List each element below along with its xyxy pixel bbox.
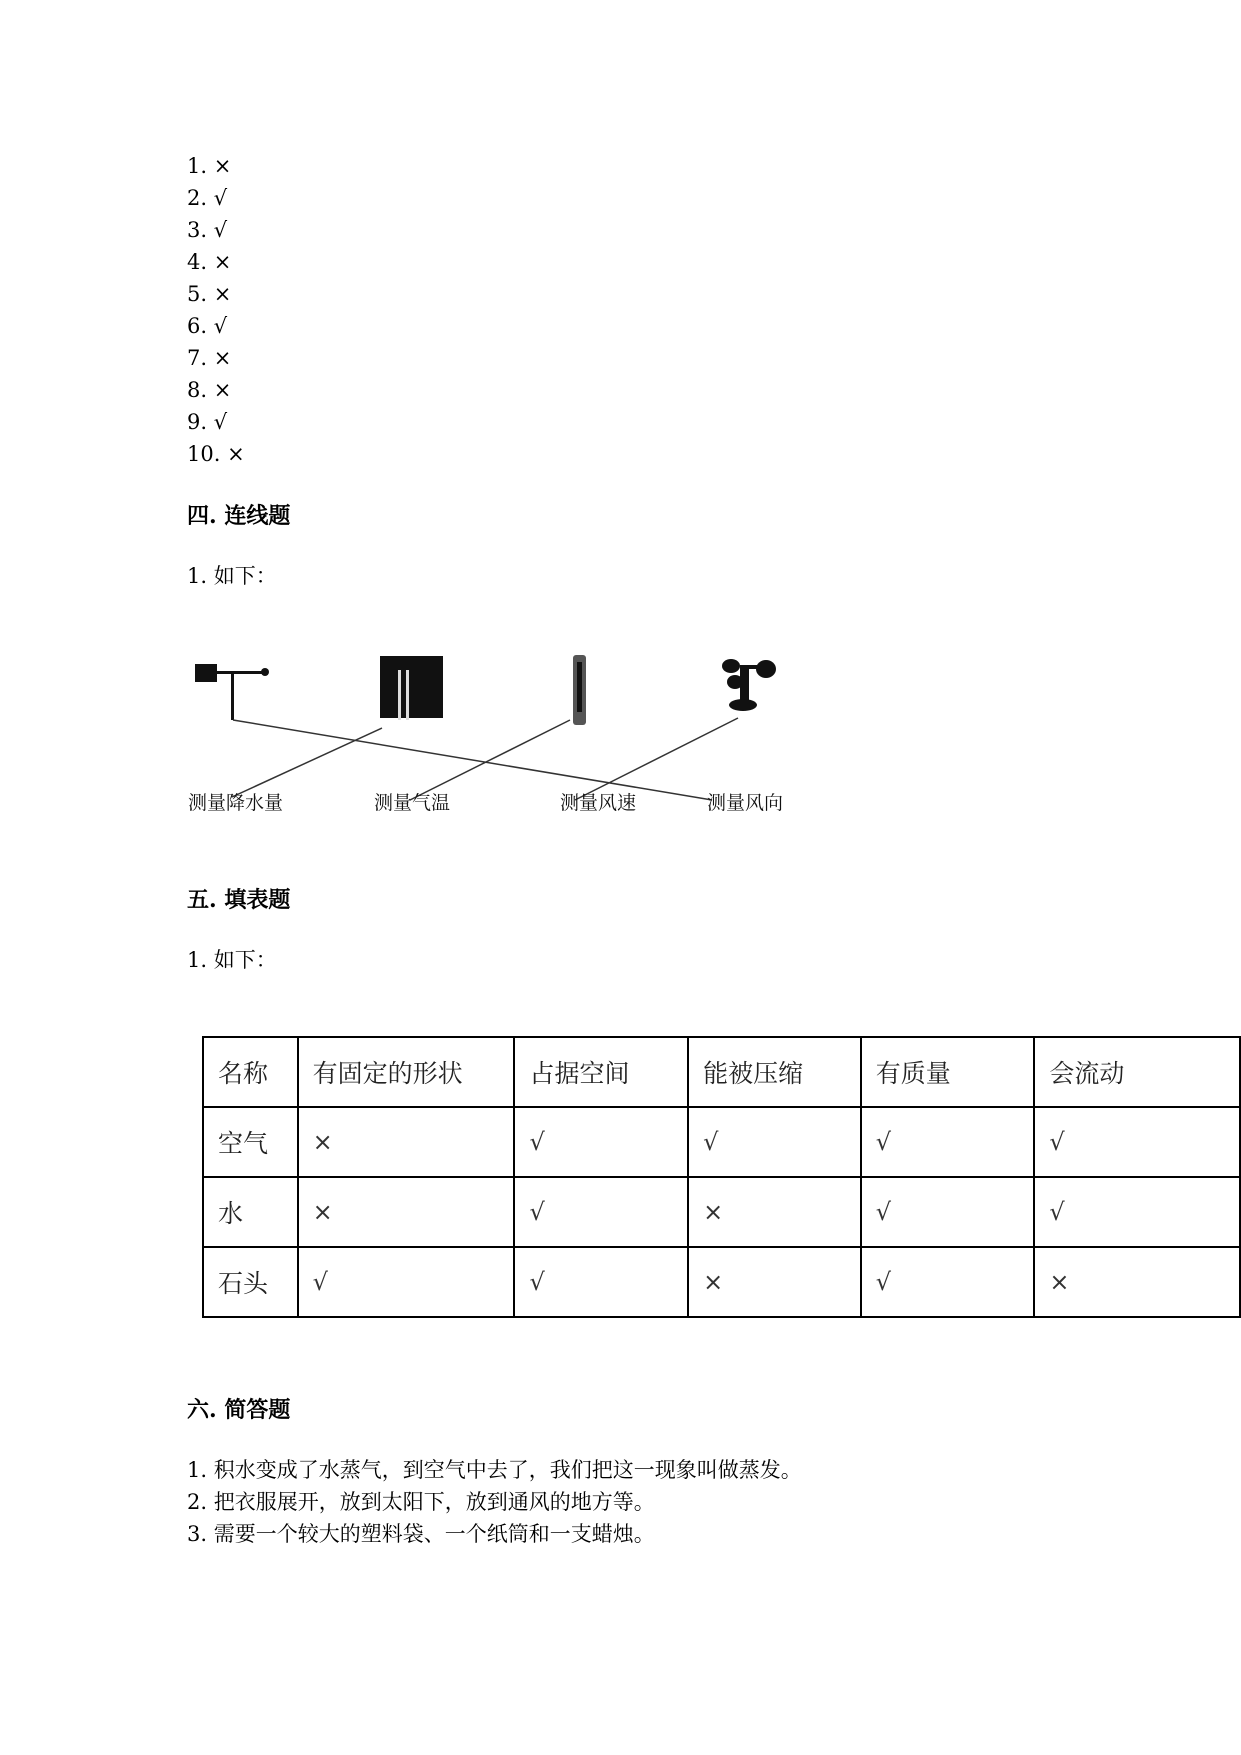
label-wind-speed: 测量风速 xyxy=(560,792,637,814)
header-cell: 能被压缩 xyxy=(688,1037,861,1107)
cell: √ xyxy=(514,1107,688,1177)
answer-item: 7. × xyxy=(187,346,232,370)
header-cell: 会流动 xyxy=(1034,1037,1240,1107)
answer-item: 9. √ xyxy=(187,410,228,434)
header-cell: 名称 xyxy=(203,1037,298,1107)
table-row xyxy=(203,1107,1240,1177)
section-title: 六. 简答题 xyxy=(187,1397,291,1423)
matching-lines xyxy=(0,0,1241,850)
table-row xyxy=(203,1177,1240,1247)
answer-item: 1. × xyxy=(187,154,232,178)
header-cell: 有固定的形状 xyxy=(298,1037,515,1107)
cell: √ xyxy=(514,1247,688,1317)
wind-vane-icon xyxy=(195,664,269,720)
properties-table xyxy=(202,1036,1241,1318)
cell: √ xyxy=(1034,1177,1240,1247)
answer-item: 5. × xyxy=(187,282,232,306)
cell: √ xyxy=(861,1247,1035,1317)
answer-text: 3. 需要一个较大的塑料袋、一个纸筒和一支蜡烛。 xyxy=(187,1522,655,1546)
answer-item: 3. √ xyxy=(187,218,228,242)
match-line xyxy=(232,728,382,797)
label-precipitation: 测量降水量 xyxy=(188,792,284,814)
match-line xyxy=(233,720,712,800)
cell: √ xyxy=(1034,1107,1240,1177)
cell: 石头 xyxy=(203,1247,298,1317)
header-cell: 有质量 xyxy=(861,1037,1035,1107)
question-label: 1. 如下： xyxy=(187,564,277,588)
cell: 水 xyxy=(203,1177,298,1247)
label-wind-direction: 测量风向 xyxy=(707,792,784,814)
cell: √ xyxy=(298,1247,515,1317)
cell: √ xyxy=(861,1177,1035,1247)
label-temperature: 测量气温 xyxy=(374,792,451,814)
thermometer-icon xyxy=(573,655,586,725)
answer-item: 2. √ xyxy=(187,186,228,210)
cell: × xyxy=(298,1107,515,1177)
section-title: 五. 填表题 xyxy=(187,887,291,913)
cell: √ xyxy=(688,1107,861,1177)
anemometer-icon xyxy=(722,659,776,711)
rain-gauge-icon xyxy=(380,656,443,720)
section-title: 四. 连线题 xyxy=(187,503,291,529)
cell: √ xyxy=(861,1107,1035,1177)
answer-item: 8. × xyxy=(187,378,232,402)
answer-item: 10. × xyxy=(187,442,245,466)
answer-item: 4. × xyxy=(187,250,232,274)
table-row xyxy=(203,1247,1240,1317)
cell: × xyxy=(298,1177,515,1247)
header-cell: 占据空间 xyxy=(514,1037,688,1107)
answer-text: 2. 把衣服展开，放到太阳下，放到通风的地方等。 xyxy=(187,1490,655,1514)
cell: 空气 xyxy=(203,1107,298,1177)
answer-text: 1. 积水变成了水蒸气，到空气中去了，我们把这一现象叫做蒸发。 xyxy=(187,1458,802,1482)
cell: × xyxy=(1034,1247,1240,1317)
table-header-row xyxy=(203,1037,1240,1107)
question-label: 1. 如下： xyxy=(187,948,277,972)
cell: × xyxy=(688,1247,861,1317)
cell: × xyxy=(688,1177,861,1247)
answer-item: 6. √ xyxy=(187,314,228,338)
cell: √ xyxy=(514,1177,688,1247)
